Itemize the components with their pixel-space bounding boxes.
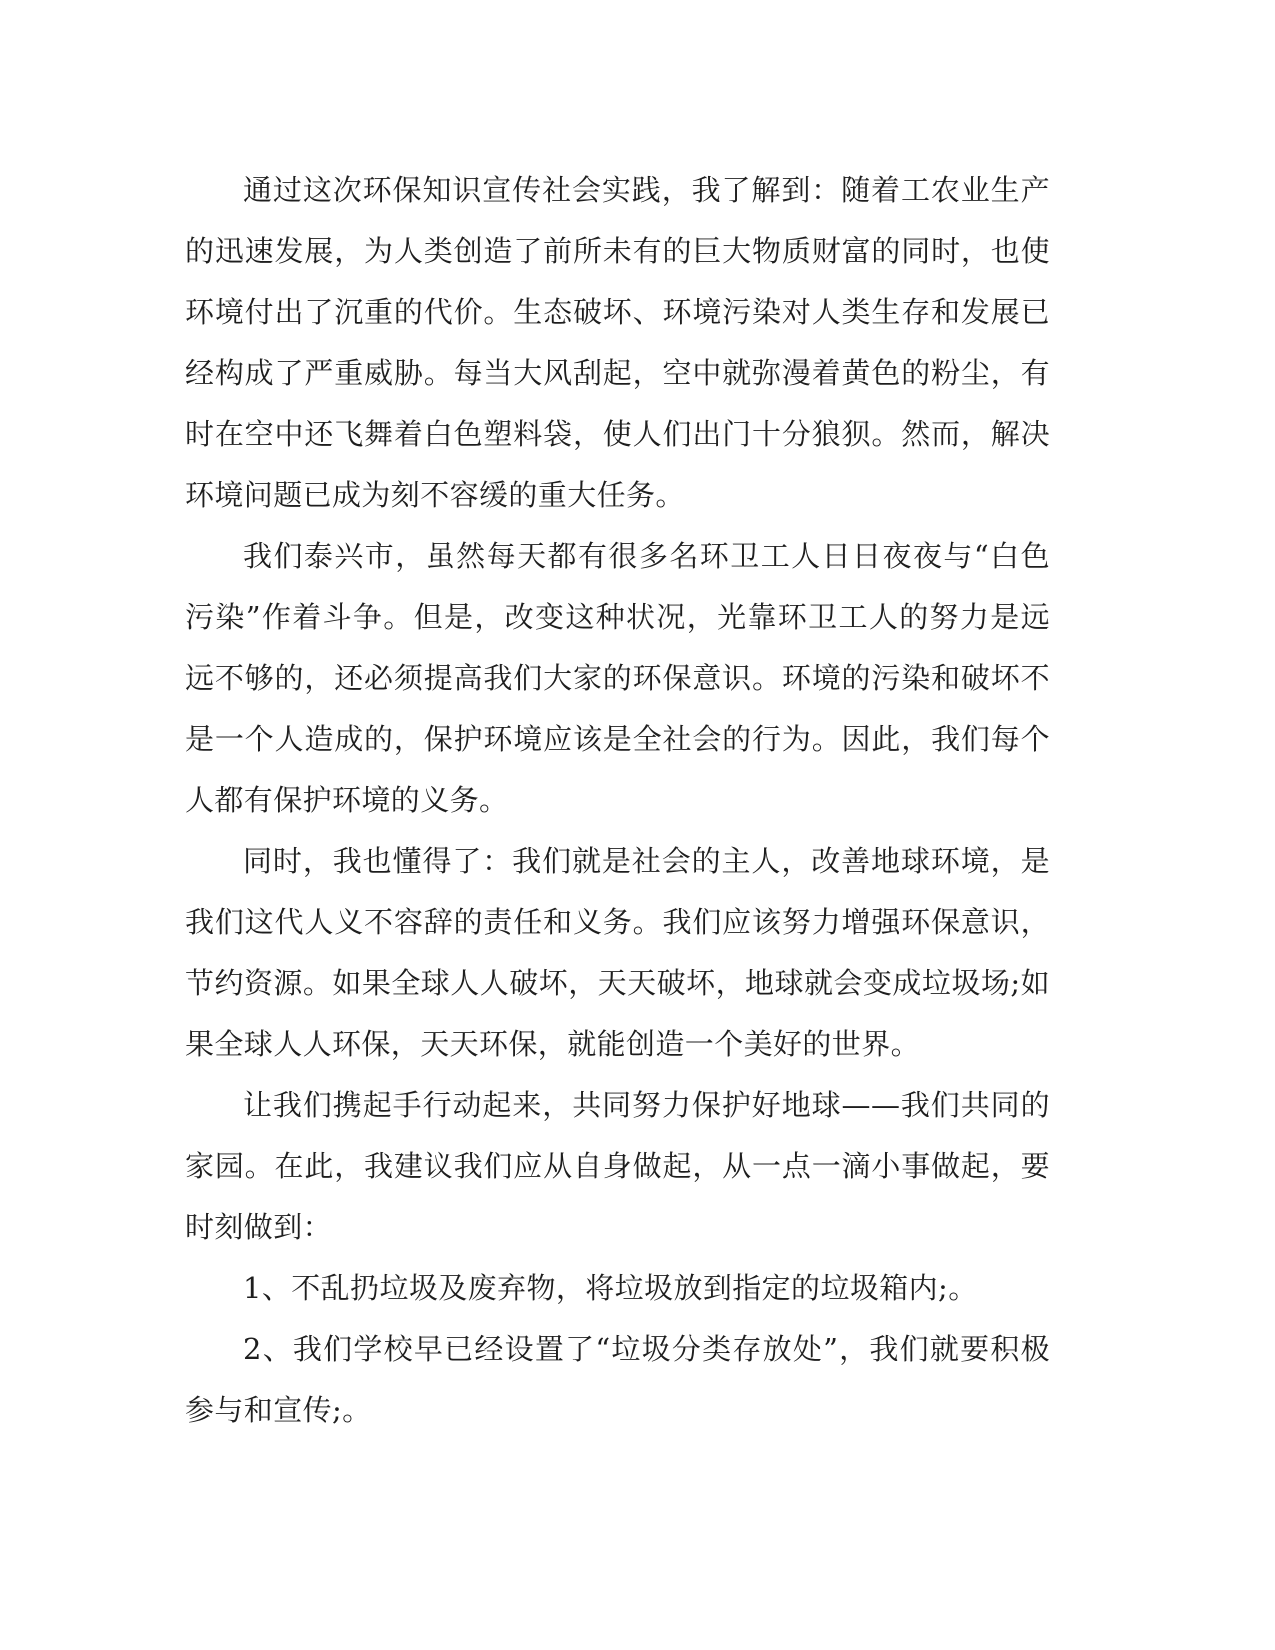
paragraph-taixing: 我们泰兴市，虽然每天都有很多名环卫工人日日夜夜与“白色污染”作着斗争。但是，改变这种状况，光靠环卫工人的努力是远远不够的，还必须提高我们大家的环保意识。环境的污染和破坏不是一个人造成的，保护环境应该是全社会的行为。因此，我们每个人都有保护环境的义务。 xyxy=(185,539,1050,817)
list-item-2: 2、我们学校早已经设置了“垃圾分类存放处”，我们就要积极参与和宣传;。 xyxy=(185,1332,1050,1427)
paragraph-call-to-action: 让我们携起手行动起来，共同努力保护好地球——我们共同的家园。在此，我建议我们应从自身做起，从一点一滴小事做起，要时刻做到： xyxy=(185,1088,1050,1244)
list-item-1: 1、不乱扔垃圾及废弃物，将垃圾放到指定的垃圾箱内;。 xyxy=(243,1271,978,1305)
paragraph-intro: 通过这次环保知识宣传社会实践，我了解到：随着工农业生产的迅速发展，为人类创造了前所未有的巨大物质财富的同时，也使环境付出了沉重的代价。生态破坏、环境污染对人类生存和发展已经构成了严重威胁。每当大风刮起，空中就弥漫着黄色的粉尘，有时在空中还飞舞着白色塑料袋，使人们出门十分狼狈。然而，解决环境问题已成为刻不容缓的重大任务。 xyxy=(185,173,1050,512)
paragraph-understanding: 同时，我也懂得了：我们就是社会的主人，改善地球环境，是我们这代人义不容辞的责任和义务。我们应该努力增强环保意识，节约资源。如果全球人人破坏，天天破坏，地球就会变成垃圾场;如果全球人人环保，天天环保，就能创造一个美好的世界。 xyxy=(185,844,1050,1061)
document-body xyxy=(185,160,1050,1441)
